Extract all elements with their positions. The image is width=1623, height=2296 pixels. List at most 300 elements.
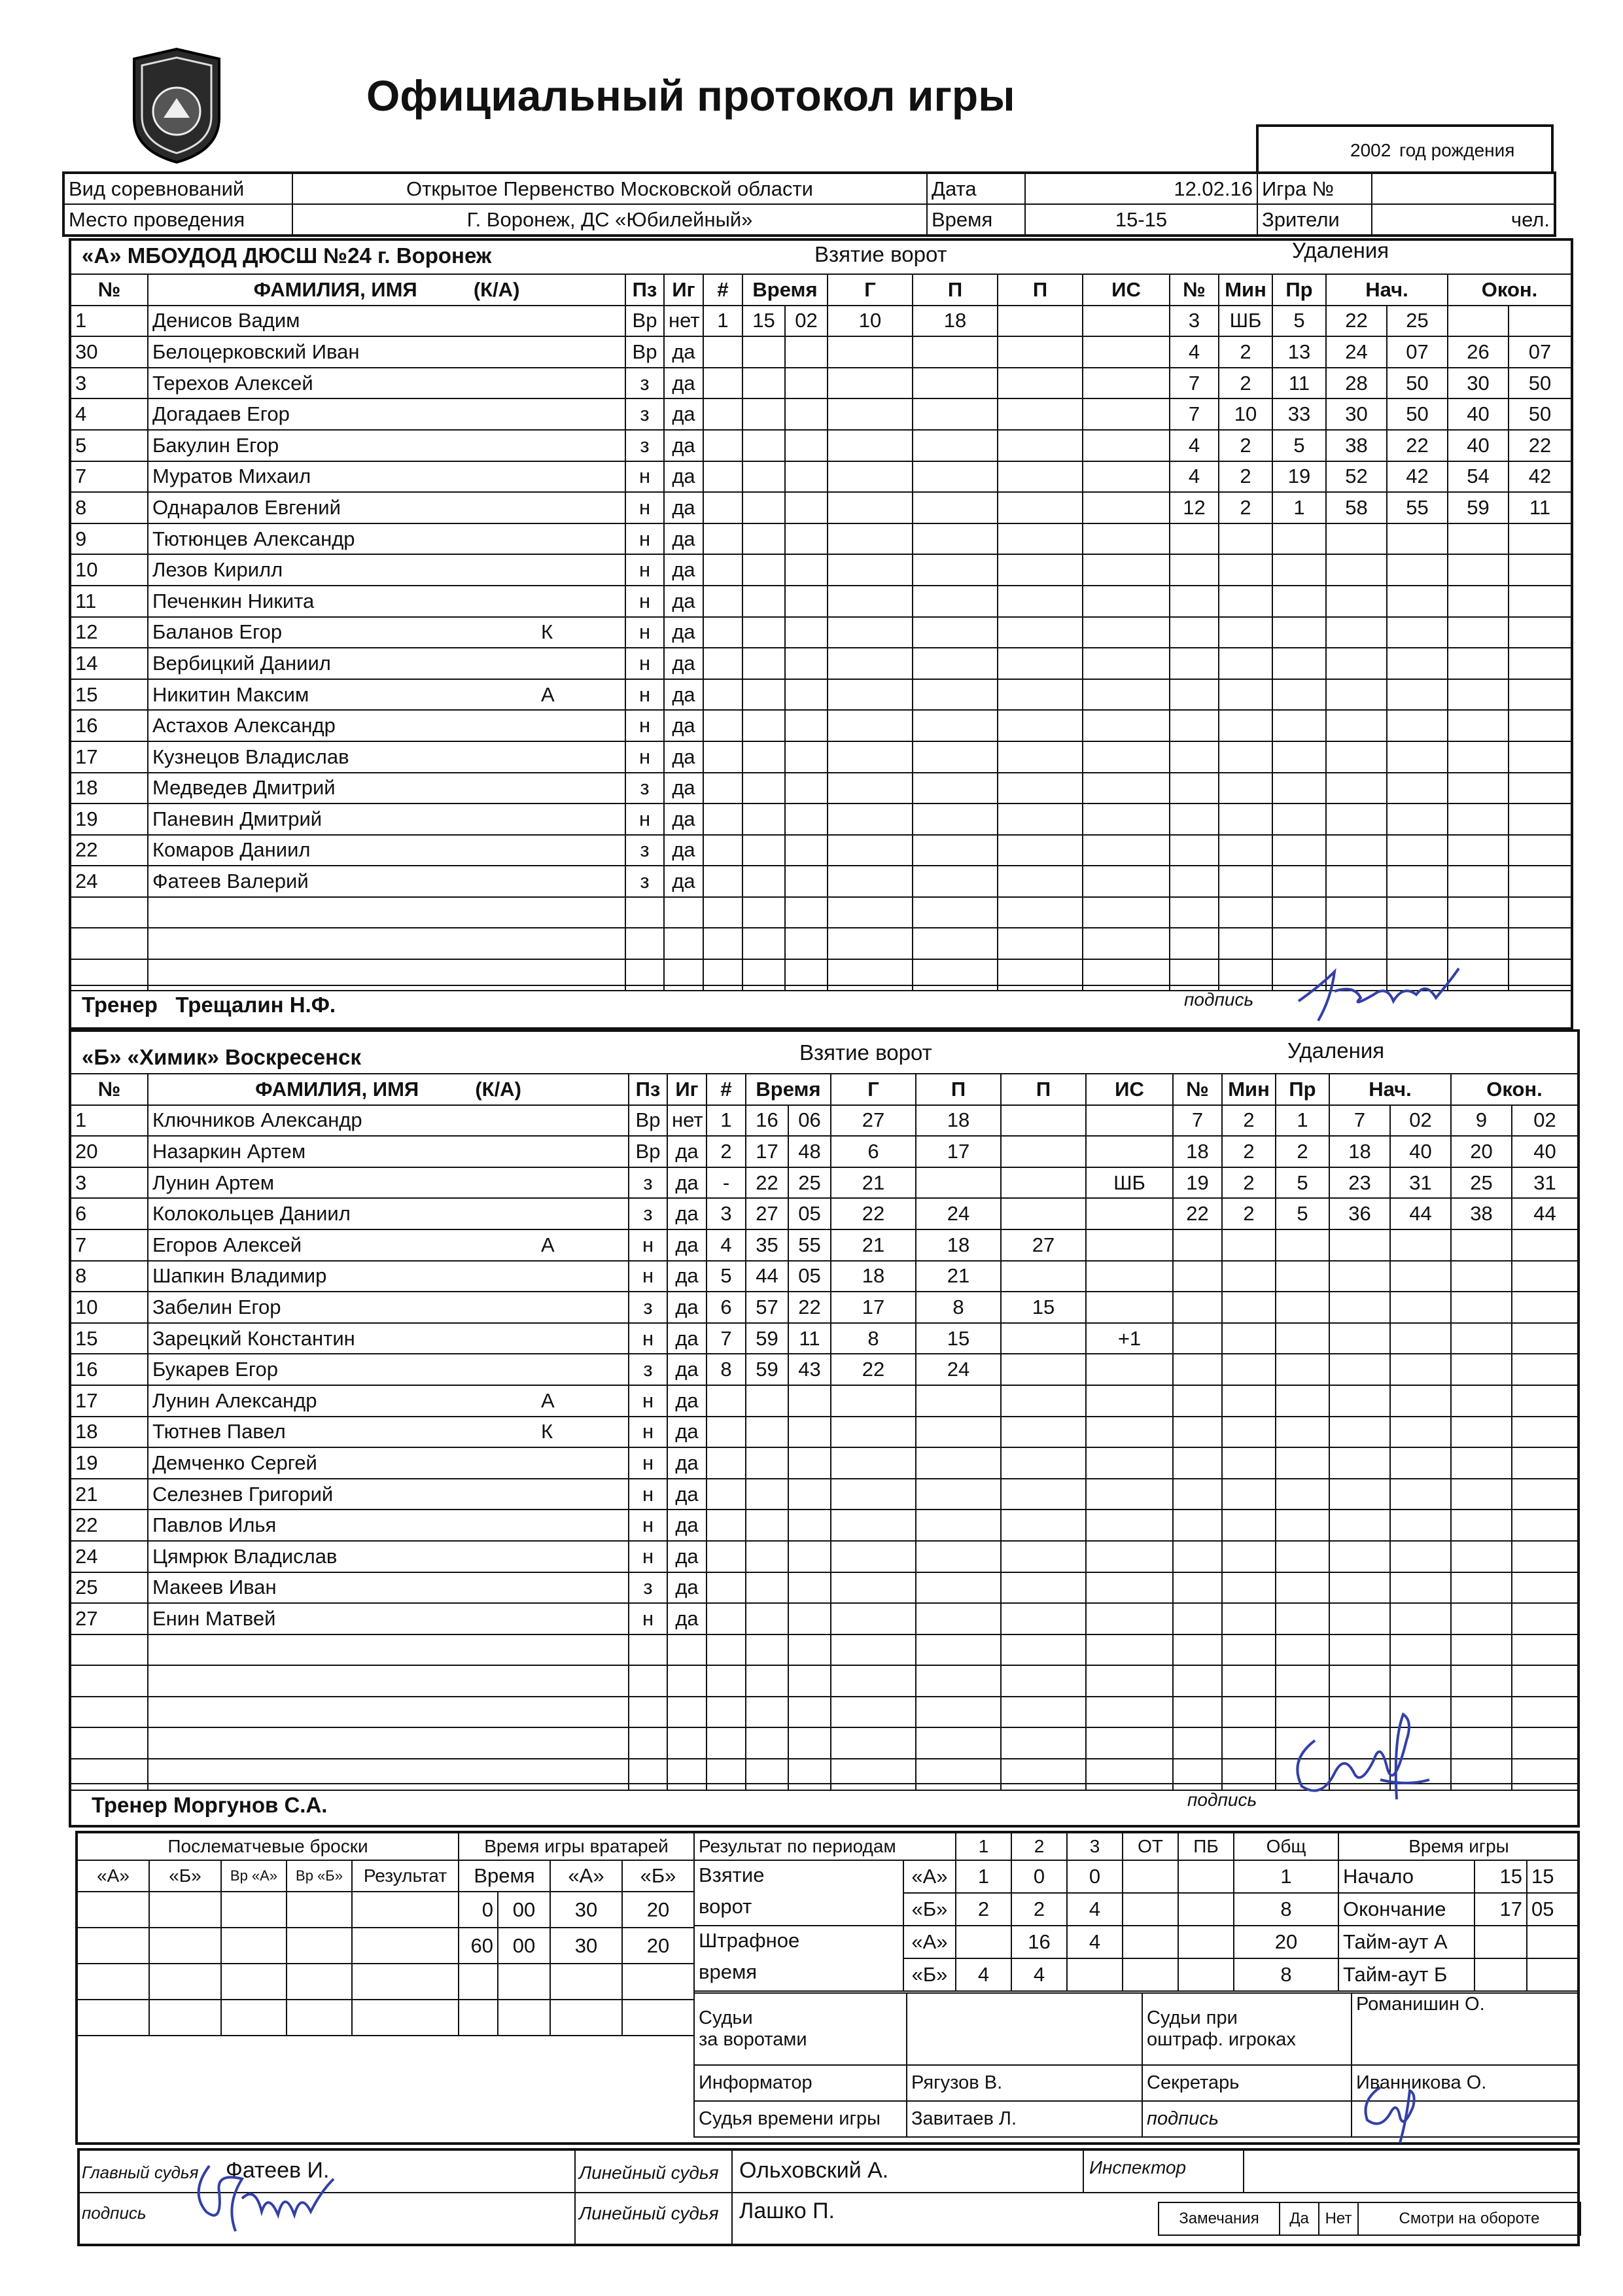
goal-situation [1086, 1697, 1173, 1728]
player-name [148, 1261, 629, 1292]
penalty-row [1170, 492, 1571, 523]
penalty-player: 19 [1173, 1167, 1222, 1199]
goal-minute: 27 [746, 1198, 788, 1229]
penalty-minutes: 10 [1219, 398, 1272, 430]
penalty-end-sec [1509, 928, 1571, 959]
goal-minute [742, 617, 785, 648]
penalty-end-sec [1512, 1603, 1578, 1634]
goal-row [707, 1167, 1173, 1199]
penalty-player: 4 [1170, 336, 1219, 368]
goal-row [707, 1292, 1173, 1323]
penalty-end-min [1451, 1261, 1512, 1292]
goal-assist-1 [913, 336, 998, 368]
player-number [71, 928, 148, 959]
goal-assist-1 [913, 492, 998, 523]
player-name-text: Лезов Кирилл [152, 558, 283, 582]
player-played [667, 1665, 707, 1697]
pim-b-pb [1178, 1958, 1234, 1991]
goal-second [788, 1447, 831, 1479]
goal-scorer [828, 523, 913, 555]
player-name-text: Муратов Михаил [152, 465, 311, 488]
goalie-time-title: Время игры вратарей [459, 1833, 694, 1860]
birth-year-box [1256, 124, 1554, 171]
player-played: да [667, 1261, 707, 1292]
penalty-player: 4 [1170, 430, 1219, 461]
player-number: 10 [71, 554, 148, 586]
col-assist-1: П [916, 1074, 1001, 1105]
birth-year-label: год рождения [1399, 140, 1515, 160]
player-row [71, 1603, 707, 1634]
goal-second [785, 617, 828, 648]
penalty-end-sec: 11 [1509, 492, 1571, 523]
goal-scorer [828, 741, 913, 773]
goal-situation [1083, 804, 1170, 835]
player-name [148, 804, 625, 835]
pim-a-total: 20 [1234, 1926, 1338, 1958]
penalty-end-min: 26 [1448, 336, 1509, 368]
penalty-player [1173, 1479, 1222, 1510]
goal-assist-2 [998, 336, 1083, 368]
penalty-row [1170, 617, 1571, 648]
goal-situation [1086, 1479, 1173, 1510]
penalty-rule: 1 [1276, 1105, 1329, 1137]
player-position: Вр [625, 306, 664, 337]
goal-number [707, 1541, 746, 1572]
penalty-end-min [1448, 773, 1509, 804]
player-played: да [664, 368, 703, 399]
penalty-start-sec [1390, 1634, 1451, 1666]
goal-assist-2 [1001, 1385, 1086, 1417]
player-position: з [629, 1198, 667, 1229]
penalty-rule: 1 [1272, 492, 1326, 523]
goal-minute: 59 [746, 1323, 788, 1354]
penalty-end-min [1451, 1417, 1512, 1448]
player-position: з [629, 1572, 667, 1604]
goal-minute: 22 [746, 1167, 788, 1199]
penalty-end-sec: 22 [1509, 430, 1571, 461]
player-name [148, 1105, 629, 1137]
goal-assist-1 [913, 804, 998, 835]
shootout-header: ПБ [1178, 1833, 1234, 1860]
penalty-end-sec [1509, 710, 1571, 741]
player-name-text: Печенкин Никита [152, 589, 315, 612]
penalty-minutes: 2 [1222, 1136, 1276, 1167]
penalty-end-sec [1509, 523, 1571, 555]
goal-second [788, 1665, 831, 1697]
penalty-minutes [1219, 804, 1272, 835]
penalty-player [1170, 928, 1219, 959]
player-row [71, 1323, 707, 1354]
penalty-player [1173, 1447, 1222, 1479]
goal-minute [742, 679, 785, 711]
goal-assist-2 [1001, 1261, 1086, 1292]
remarks-yes: Да [1280, 2202, 1319, 2235]
goal-situation [1083, 648, 1170, 679]
col-pen-start: Нач. [1329, 1074, 1451, 1105]
penalty-minutes: 2 [1222, 1167, 1276, 1199]
goal-scorer: 21 [831, 1229, 916, 1261]
goal-assist-2 [1001, 1572, 1086, 1604]
goal-row [707, 1603, 1173, 1634]
periods-title: Результат по периодам [694, 1833, 956, 1860]
player-number: 20 [71, 1136, 148, 1167]
player-position: Вр [629, 1136, 667, 1167]
game-start-sec: 15 [1527, 1860, 1579, 1893]
goal-judges-label: Судьи за воротами [694, 1993, 907, 2065]
penalty-row [1170, 928, 1571, 959]
player-number: 7 [71, 461, 148, 493]
player-number: 1 [71, 1105, 148, 1137]
penalty-row [1170, 368, 1571, 399]
penalty-end-min [1451, 1385, 1512, 1417]
goal-second [785, 710, 828, 741]
player-name-text: Фатеев Валерий [152, 870, 309, 893]
player-number: 14 [71, 648, 148, 679]
goal-row [703, 336, 1170, 368]
team-a-coach-signature [1295, 959, 1472, 1031]
player-name-text: Селезнев Григорий [152, 1482, 334, 1506]
penalty-row [1170, 741, 1571, 773]
goal-number [707, 1479, 746, 1510]
penalty-start-sec: 50 [1387, 368, 1448, 399]
penalty-player [1173, 1292, 1222, 1323]
col-goal-situation: ИС [1083, 274, 1170, 306]
timeout-a-label: Тайм-аут А [1338, 1926, 1475, 1958]
player-row [71, 430, 703, 461]
penalty-end-sec [1509, 679, 1571, 711]
player-number: 9 [71, 523, 148, 555]
player-row [71, 461, 703, 493]
penalty-start-min [1329, 1323, 1390, 1354]
goal-scorer: 10 [828, 306, 913, 337]
player-position: н [625, 492, 664, 523]
goal-situation [1086, 1229, 1173, 1261]
goals-b-p2: 2 [1011, 1893, 1067, 1926]
goal-minute [742, 710, 785, 741]
penalty-rule [1276, 1572, 1329, 1604]
penalty-rule [1276, 1417, 1329, 1448]
goal-minute [746, 1479, 788, 1510]
goal-assist-1: 18 [913, 306, 998, 337]
penalty-start-sec [1390, 1417, 1451, 1448]
pim-team-b-tag: «Б» [903, 1958, 956, 1991]
goal-assist-2 [1001, 1665, 1086, 1697]
penalty-end-sec [1509, 835, 1571, 866]
goal-number [703, 554, 742, 586]
goal-assist-2 [998, 492, 1083, 523]
penalty-start-min [1326, 804, 1387, 835]
team-a-goals [703, 274, 1170, 991]
goal-assist-1 [913, 897, 998, 928]
penalty-row [1170, 554, 1571, 586]
penalty-minutes [1219, 710, 1272, 741]
player-played [667, 1697, 707, 1728]
player-name-text: Бакулин Егор [152, 433, 279, 457]
goal-second [785, 866, 828, 897]
secretary: Иванникова О. [1352, 2065, 1579, 2101]
goal-second [788, 1541, 831, 1572]
goalie-row-2-b: 20 [622, 1928, 694, 1964]
player-played: да [667, 1229, 707, 1261]
penalty-minutes: 2 [1219, 336, 1272, 368]
goal-minute: 17 [746, 1136, 788, 1167]
penalty-end-min [1448, 679, 1509, 711]
penalty-end-min [1451, 1665, 1512, 1697]
goal-assist-1 [913, 928, 998, 959]
player-name [148, 306, 625, 337]
penalty-rule [1272, 866, 1326, 897]
player-row [71, 773, 703, 804]
penalty-end-sec: 50 [1509, 398, 1571, 430]
col-pos: Пз [629, 1074, 667, 1105]
player-name-text: Букарев Егор [152, 1358, 278, 1381]
goal-assist-2 [1001, 1323, 1086, 1354]
team-b-roster [70, 1073, 707, 1791]
goal-assist-1 [913, 773, 998, 804]
player-number: 30 [71, 336, 148, 368]
penalty-minutes [1222, 1229, 1276, 1261]
goal-assist-1 [916, 1603, 1001, 1634]
goal-situation [1086, 1354, 1173, 1385]
col-goal-time: Время [746, 1074, 831, 1105]
penalty-end-sec: 02 [1512, 1105, 1578, 1137]
goal-row [703, 554, 1170, 586]
goal-assist-1 [916, 1510, 1001, 1541]
penalty-start-sec [1387, 928, 1448, 959]
penalty-start-min [1329, 1229, 1390, 1261]
goal-number [703, 368, 742, 399]
player-number: 1 [71, 306, 148, 337]
col-played: Иг [667, 1074, 707, 1105]
player-number: 3 [71, 368, 148, 399]
penalty-start-min: 22 [1326, 306, 1387, 337]
penalty-player: 12 [1170, 492, 1219, 523]
pim-b-total: 8 [1234, 1958, 1338, 1991]
player-row [71, 1665, 707, 1697]
goal-minute [742, 430, 785, 461]
goal-assist-2 [1001, 1510, 1086, 1541]
goal-row [707, 1634, 1173, 1666]
penalty-end-sec [1512, 1323, 1578, 1354]
goal-assist-2 [1001, 1198, 1086, 1229]
player-played: да [664, 835, 703, 866]
player-name-text: Однаралов Евгений [152, 495, 341, 519]
team-a-signature-label: подпись [1184, 989, 1254, 1010]
penalty-player [1173, 1417, 1222, 1448]
goal-assist-1 [916, 1727, 1001, 1759]
penalty-minutes [1222, 1697, 1276, 1728]
goal-number: 3 [707, 1198, 746, 1229]
goal-assist-2 [1001, 1354, 1086, 1385]
goal-assist-2 [998, 804, 1083, 835]
goal-situation [1083, 368, 1170, 399]
team-b-goals-title: Взятие ворот [799, 1040, 932, 1065]
player-played: да [664, 741, 703, 773]
goal-assist-1: 8 [916, 1292, 1001, 1323]
penalty-start-sec [1390, 1292, 1451, 1323]
player-number: 11 [71, 586, 148, 617]
goal-scorer [831, 1417, 916, 1448]
player-row [71, 866, 703, 897]
penalty-row [1173, 1510, 1578, 1541]
penalty-row [1170, 523, 1571, 555]
penalty-player [1173, 1634, 1222, 1666]
penalty-minutes [1222, 1634, 1276, 1666]
col-pen-rule: Пр [1276, 1074, 1329, 1105]
goal-second [788, 1727, 831, 1759]
player-captaincy: К [541, 1420, 553, 1443]
goal-scorer [831, 1385, 916, 1417]
linesman-1: Ольховский А. [739, 2158, 889, 2183]
penalty-row [1170, 773, 1571, 804]
col-assist-1: П [913, 274, 998, 306]
game-end-min: 17 [1475, 1893, 1527, 1926]
goal-situation [1086, 1385, 1173, 1417]
penalty-start-min [1326, 741, 1387, 773]
penalty-start-min: 23 [1329, 1167, 1390, 1199]
spectators-unit: чел. [1372, 204, 1555, 236]
team-b-penalties-title: Удаления [1287, 1038, 1385, 1063]
player-position: н [625, 617, 664, 648]
col-goal-no: # [707, 1074, 746, 1105]
goals-team-a-tag: «А» [903, 1860, 956, 1893]
goal-second [785, 741, 828, 773]
penalty-start-min [1326, 586, 1387, 617]
goal-situation [1083, 741, 1170, 773]
penalty-end-min [1451, 1229, 1512, 1261]
player-row [71, 306, 703, 337]
goal-second [785, 679, 828, 711]
player-name-text: Забелин Егор [152, 1295, 281, 1318]
goal-assist-2 [998, 897, 1083, 928]
goal-scorer [831, 1541, 916, 1572]
penalty-player: 7 [1173, 1105, 1222, 1137]
penalty-rule [1276, 1354, 1329, 1385]
penalty-start-sec [1390, 1603, 1451, 1634]
penalty-row [1173, 1323, 1578, 1354]
goal-second [785, 835, 828, 866]
penalty-player [1173, 1727, 1222, 1759]
player-row [71, 897, 703, 928]
goal-second [785, 461, 828, 493]
penalty-start-sec: 31 [1390, 1167, 1451, 1199]
goal-situation [1086, 1447, 1173, 1479]
penalty-rule [1276, 1603, 1329, 1634]
team-a-penalties-title: Удаления [1292, 238, 1389, 262]
shootout-col-result: Результат [352, 1860, 459, 1892]
goal-second [785, 398, 828, 430]
chief-ref: Фатеев И. [226, 2158, 330, 2183]
goal-situation: +1 [1086, 1323, 1173, 1354]
goal-row [707, 1541, 1173, 1572]
penalty-start-min [1326, 679, 1387, 711]
goal-assist-1 [913, 430, 998, 461]
player-name-text: Паневин Дмитрий [152, 807, 323, 830]
penalty-end-min [1451, 1603, 1512, 1634]
player-number: 18 [71, 1417, 148, 1448]
penalty-start-sec [1387, 679, 1448, 711]
player-played: да [664, 586, 703, 617]
goal-assist-1 [913, 398, 998, 430]
goal-second [788, 1634, 831, 1666]
player-position: з [629, 1354, 667, 1385]
goal-second: 06 [788, 1105, 831, 1137]
goal-minute [746, 1417, 788, 1448]
player-name-text: Павлов Илья [152, 1513, 277, 1537]
secretary-signature-label: подпись [1142, 2101, 1352, 2137]
goal-scorer [828, 866, 913, 897]
goal-assist-2 [998, 773, 1083, 804]
goal-number: 5 [707, 1261, 746, 1292]
team-a-title: «А» МБОУДОД ДЮСШ №24 г. Воронеж [82, 243, 492, 268]
goal-assist-1 [916, 1634, 1001, 1666]
birth-year: 2002 [1350, 140, 1391, 160]
penalty-rule: 11 [1272, 368, 1326, 399]
player-played: да [664, 710, 703, 741]
penalty-start-min [1326, 523, 1387, 555]
player-played: да [667, 1167, 707, 1199]
referees-column-divider [574, 2148, 576, 2246]
penalty-end-sec: 31 [1512, 1167, 1578, 1199]
goals-row-label: Взятие ворот [694, 1860, 903, 1926]
penalty-end-sec [1512, 1385, 1578, 1417]
penalty-start-sec [1390, 1541, 1451, 1572]
date: 12.02.16 [1025, 173, 1257, 204]
player-number: 16 [71, 710, 148, 741]
player-captaincy: А [541, 682, 555, 706]
penalty-row [1170, 897, 1571, 928]
penalty-minutes [1222, 1572, 1276, 1604]
player-name [148, 773, 625, 804]
goal-assist-1 [913, 461, 998, 493]
penalty-end-sec [1509, 617, 1571, 648]
goal-scorer [828, 928, 913, 959]
chief-ref-signature [170, 2153, 347, 2251]
penalty-end-min [1451, 1354, 1512, 1385]
penalty-start-min: 38 [1326, 430, 1387, 461]
goal-minute [746, 1510, 788, 1541]
penalty-player [1170, 741, 1219, 773]
team-b-signature-label: подпись [1187, 1790, 1257, 1810]
penalty-row [1173, 1417, 1578, 1448]
penalty-end-sec: 42 [1509, 461, 1571, 493]
player-name-text: Белоцерковский Иван [152, 340, 360, 363]
goals-team-b-tag: «Б» [903, 1893, 956, 1926]
player-played: да [664, 679, 703, 711]
penalty-row [1170, 866, 1571, 897]
goal-number [707, 1572, 746, 1604]
penalty-minutes: 2 [1222, 1105, 1276, 1137]
player-name [148, 866, 625, 897]
penalty-player [1170, 710, 1219, 741]
period-3-header: 3 [1067, 1833, 1123, 1860]
penalty-start-min [1329, 1634, 1390, 1666]
player-row [71, 1105, 707, 1137]
player-number: 27 [71, 1603, 148, 1634]
goal-assist-2 [998, 741, 1083, 773]
goal-assist-1 [913, 523, 998, 555]
penalty-row [1170, 804, 1571, 835]
goal-assist-1 [916, 1447, 1001, 1479]
goal-assist-1 [916, 1167, 1001, 1199]
player-name-text: Денисов Вадим [152, 309, 300, 332]
goal-row [703, 617, 1170, 648]
player-name [148, 648, 625, 679]
penalty-start-min: 58 [1326, 492, 1387, 523]
goal-minute [742, 523, 785, 555]
col-pen-min: Мин [1222, 1074, 1276, 1105]
player-number: 15 [71, 1323, 148, 1354]
